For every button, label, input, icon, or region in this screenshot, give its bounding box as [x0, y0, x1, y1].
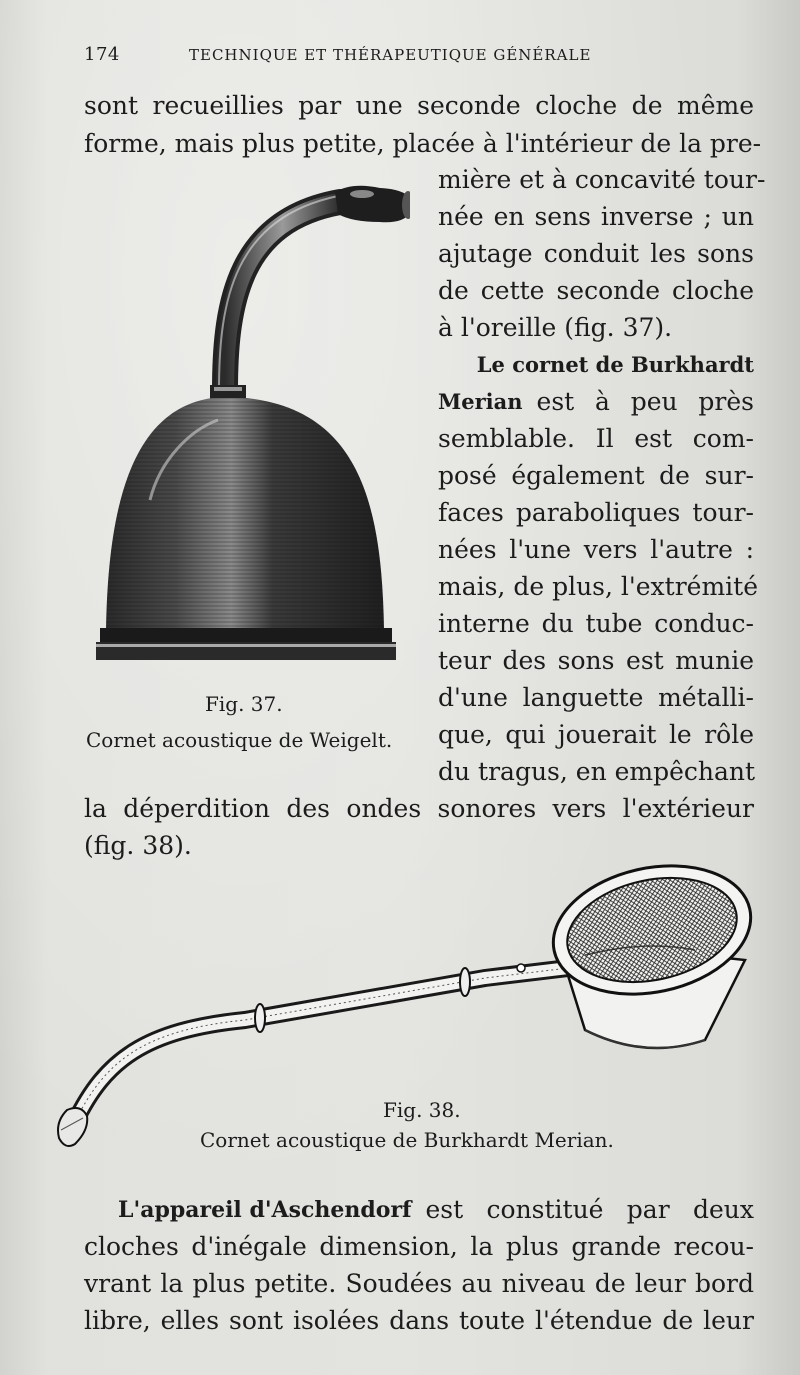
text-line: faces paraboliques tour-	[438, 498, 754, 527]
text-line: sont recueillies par une seconde cloche de même	[84, 91, 754, 120]
text-line: que, qui jouerait le rôle	[438, 720, 754, 749]
text-line: à l'oreille (fig. 37).	[438, 313, 673, 342]
bold-term: Le cornet de Burkhardt	[476, 352, 754, 377]
text-line: semblable. Il est com-	[438, 424, 754, 453]
text-line: ajutage conduit les sons	[438, 239, 754, 268]
page-header	[84, 40, 764, 70]
text-line: de cette seconde cloche	[438, 276, 754, 305]
text-line: interne du tube conduc-	[438, 609, 754, 638]
figure-caption: Cornet acoustique de Weigelt.	[86, 728, 393, 752]
figure-caption: Cornet acoustique de Burkhardt Merian.	[200, 1128, 614, 1152]
text-line: mais, de plus, l'extrémité	[438, 572, 758, 601]
text-line: nées l'une vers l'autre :	[438, 535, 754, 564]
text-line: née en sens inverse ; un	[438, 202, 754, 231]
text-fragment: est constitué par deux	[425, 1195, 754, 1224]
text-line: forme, mais plus petite, placée à l'intérieur de la pre-	[84, 129, 762, 158]
text-line: (fig. 38).	[84, 831, 192, 860]
running-title: TECHNIQUE ET THÉRAPEUTIQUE GÉNÉRALE	[189, 46, 592, 64]
text-line: teur des sons est munie	[438, 646, 754, 675]
text-line	[118, 1192, 754, 1228]
text-line	[438, 384, 754, 420]
text-line: cloches d'inégale dimension, la plus grande recou-	[84, 1232, 754, 1261]
page-number: 174	[84, 44, 120, 65]
text-line: mière et à concavité tour-	[438, 165, 766, 194]
weigelt-cornet-illustration	[90, 180, 410, 670]
text-line: d'une languette métalli-	[438, 683, 754, 712]
figure-label: Fig. 37.	[205, 692, 283, 716]
bold-term: Merian	[438, 389, 523, 414]
text-line: vrant la plus petite. Soudées au niveau de leur bord	[84, 1269, 754, 1298]
text-fragment: est à peu près	[536, 387, 754, 416]
text-line: libre, elles sont isolées dans toute l'étendue de leur	[84, 1306, 754, 1335]
text-line: la déperdition des ondes sonores vers l'extérieur	[84, 794, 754, 823]
text-line: du tragus, en empêchant	[438, 757, 756, 786]
text-line: posé également de sur-	[438, 461, 754, 490]
figure-label: Fig. 38.	[383, 1098, 461, 1122]
bold-term: L'appareil d'Aschendorf	[118, 1197, 412, 1223]
